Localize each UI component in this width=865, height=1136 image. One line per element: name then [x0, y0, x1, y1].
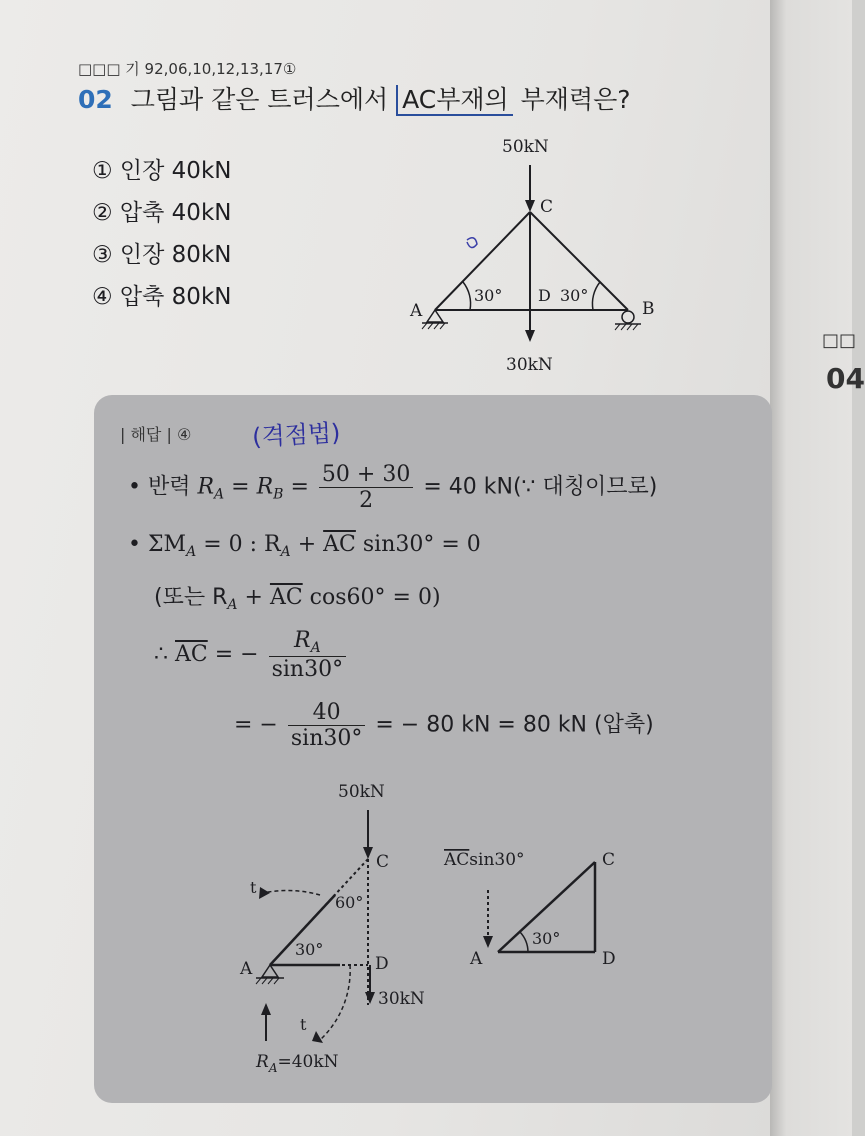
question-text-after: 부재력은?	[520, 85, 631, 114]
force-triangle-diagram	[440, 840, 660, 980]
therefore-frac-num: R	[294, 628, 311, 653]
fig1-node-c: C	[540, 197, 554, 217]
solution-header: | 해답 | ④	[120, 425, 192, 444]
fig1-load-top: 50kN	[502, 137, 549, 157]
answer-options	[92, 150, 231, 318]
fig3-label	[443, 850, 525, 870]
fig2-angle-60: 60°	[335, 893, 364, 912]
reaction-frac-num: 50 + 30	[319, 462, 413, 488]
handwritten-note: (격점법)	[251, 418, 342, 452]
joint-diagram	[220, 775, 460, 1085]
fig1-node-d: D	[538, 286, 551, 305]
truss-figure	[400, 130, 680, 380]
option-1: ① 인장 40kN	[92, 158, 232, 184]
fig2-t-upper: t	[250, 878, 257, 897]
fig2-reaction	[255, 1052, 339, 1075]
result-rest: = − 80 kN = 80 kN (압축)	[375, 712, 654, 738]
fig2-load-top: 50kN	[338, 782, 385, 802]
margin-checkbox-mark: □□	[822, 330, 857, 351]
fig3-node-a: A	[470, 949, 483, 969]
fig1-angle-right: 30°	[560, 286, 589, 305]
reaction-line	[128, 462, 657, 513]
question-number: 02	[78, 85, 113, 114]
fig2-reaction-sub: A	[268, 1061, 278, 1075]
result-eq: = −	[234, 712, 278, 738]
option-4: ④ 압축 80kN	[92, 284, 232, 310]
result-line	[234, 700, 654, 751]
alt-line	[154, 580, 441, 613]
fig2-t-lower: t	[300, 1015, 307, 1034]
result-fraction	[288, 700, 366, 751]
fig1-load-bottom: 30kN	[506, 355, 553, 375]
alt-sub: A	[227, 597, 238, 613]
reaction-frac-den: 2	[359, 488, 374, 513]
moment-sub2: A	[280, 544, 291, 560]
question-line	[78, 80, 631, 116]
reaction-eq: =	[290, 474, 316, 500]
alt-rest: cos60° = 0)	[309, 585, 441, 610]
reaction-rb-sub: B	[273, 486, 284, 503]
result-frac-den: sin30°	[290, 726, 363, 751]
fig3-angle: 30°	[532, 929, 561, 948]
fig1-node-a: A	[410, 301, 423, 321]
fig2-node-a: A	[240, 959, 253, 979]
fig3-node-d: D	[602, 949, 616, 969]
fig1-angle-left: 30°	[474, 286, 503, 305]
moment-line	[128, 532, 481, 560]
moment-prefix: • ΣM	[128, 532, 187, 557]
therefore-line	[154, 628, 349, 682]
moment-rest2: sin30° = 0	[362, 532, 481, 557]
moment-rest1: = 0 : R	[203, 532, 281, 557]
therefore-eq: = −	[214, 642, 259, 667]
therefore-sym: ∴	[154, 642, 175, 667]
fig2-node-d: D	[375, 954, 389, 974]
alt-pre: (또는 R	[154, 585, 228, 610]
reaction-fraction	[319, 462, 413, 513]
reaction-rb: = R	[231, 474, 274, 500]
moment-ac: $\overline{AC}$	[323, 532, 356, 557]
question-text-highlight: AC부재의	[396, 85, 513, 116]
therefore-frac-den: sin30°	[271, 657, 344, 682]
fig2-reaction-r: R	[256, 1052, 269, 1072]
reaction-rest: = 40 kN(∵ 대칭이므로)	[423, 474, 658, 500]
reaction-ra: R	[197, 474, 215, 500]
result-frac-num: 40	[288, 700, 366, 726]
next-page-edge	[770, 0, 865, 1136]
reaction-prefix: • 반력	[128, 474, 198, 500]
fig2-load-bottom: 30kN	[378, 989, 425, 1009]
option-2: ② 압축 40kN	[92, 200, 232, 226]
therefore-fraction	[269, 628, 347, 682]
alt-ac: $\overline{AC}$	[269, 585, 303, 610]
question-text-before: 그림과 같은 트러스에서	[130, 85, 389, 114]
alt-plus: +	[244, 585, 270, 610]
fig2-reaction-val: =40kN	[277, 1052, 339, 1072]
fig1-node-b: B	[642, 299, 655, 319]
fig3-label-rest: sin30°	[469, 850, 525, 870]
moment-sub: A	[186, 544, 197, 560]
exam-history-label: □□□ 기 92,06,10,12,13,17①	[78, 60, 297, 78]
option-3: ③ 인장 80kN	[92, 242, 232, 268]
fig3-node-c: C	[602, 850, 616, 870]
fig3-label-ac: AC	[444, 850, 470, 870]
therefore-frac-sub: A	[310, 640, 321, 656]
therefore-ac: $\overline{AC}$	[175, 642, 208, 667]
reaction-ra-sub: A	[214, 486, 225, 503]
margin-question-number: 04	[826, 362, 865, 395]
fig2-angle-30: 30°	[295, 940, 324, 959]
fig2-node-c: C	[376, 852, 390, 872]
moment-plus: +	[297, 532, 324, 557]
